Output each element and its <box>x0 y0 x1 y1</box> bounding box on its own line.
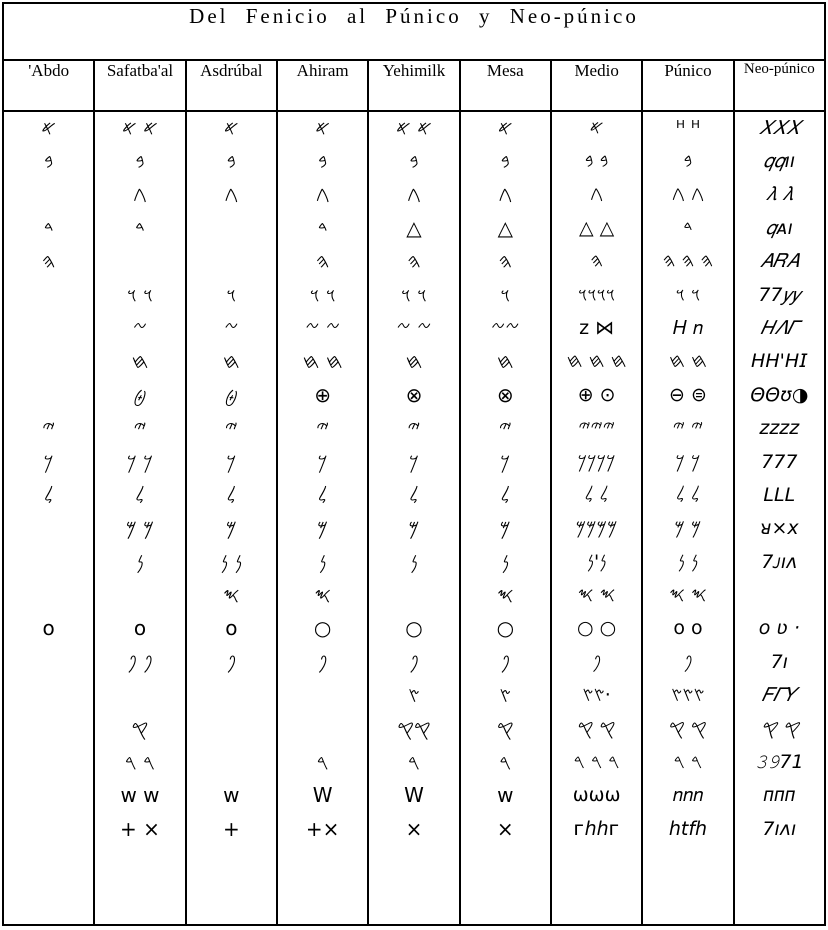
glyph-cell-safatbaal-teth: 𐤈 <box>133 382 147 407</box>
glyph-cell-abdo-ayin: o <box>42 616 55 641</box>
glyph-cell-neopunico-zayin: 𝐻𝛬𝛤 <box>760 316 799 339</box>
glyph-cell-punico-taw: 𝘩𝘵𝘧𝘩 <box>668 817 708 840</box>
glyph-cell-mesa-shin: w <box>497 783 514 808</box>
glyph-cell-ahiram-sade <box>278 679 367 712</box>
glyph-cell-medio-he: 𐤄 <box>590 250 604 273</box>
glyph-cell-abdo-lamed: 𐤋 <box>43 482 54 507</box>
glyph-cell-medio-taw: ᴦ𝘩𝘩ᴦ <box>573 817 620 840</box>
glyph-cell-neopunico-waw: 77𝑦𝑦 <box>758 283 801 306</box>
glyph-column-neopunico <box>735 112 824 847</box>
glyph-cell-ahiram-gimel: 𐤂 <box>315 182 330 207</box>
glyph-cell-punico-mem: 𐤌 𐤌 <box>674 517 702 540</box>
glyph-cell-punico-kaph: 𐤊 𐤊 <box>675 450 701 473</box>
glyph-cell-neopunico-teth: ΘΘʊ◑ <box>750 383 809 406</box>
glyph-cell-abdo-resh <box>4 746 93 779</box>
glyph-cell-neopunico-yod: ᴢᴢᴢᴢ <box>759 417 800 440</box>
glyph-cell-ahiram-lamed: 𐤋 <box>317 482 328 507</box>
glyph-cell-medio-daleth: △ △ <box>579 216 615 239</box>
glyph-cell-medio-nun: 𐤍'𐤍 <box>586 550 607 573</box>
glyph-cell-medio-lamed: 𐤋 𐤋 <box>584 483 609 506</box>
glyph-cell-ahiram-qoph <box>278 713 367 746</box>
glyph-cell-yehimilk-aleph: 𐤀 𐤀 <box>395 115 432 140</box>
glyph-cell-mesa-kaph: 𐤊 <box>500 449 511 474</box>
glyph-cell-asdrubal-ayin: o <box>225 616 238 641</box>
glyph-column-medio <box>552 112 641 847</box>
column-body-ahiram <box>277 111 368 925</box>
glyph-cell-punico-waw: 𐤅 𐤅 <box>675 283 701 306</box>
glyph-cell-medio-ayin: ○ ○ <box>577 617 617 640</box>
glyph-cell-ahiram-mem: 𐤌 <box>317 516 329 541</box>
glyph-cell-ahiram-yod: 𐤉 <box>316 416 330 441</box>
glyph-cell-abdo-taw <box>4 813 93 846</box>
glyph-cell-mesa-mem: 𐤌 <box>499 516 511 541</box>
glyph-cell-yehimilk-lamed: 𐤋 <box>409 482 419 507</box>
glyph-cell-mesa-aleph: 𐤀 <box>497 115 513 140</box>
glyph-cell-punico-zayin: 𝐻 𝑛 <box>672 316 703 339</box>
glyph-cell-abdo-waw <box>4 279 93 312</box>
glyph-cell-punico-ayin: o o <box>673 617 703 640</box>
glyph-cell-mesa-gimel: 𐤂 <box>498 182 513 207</box>
column-header-safatbaal: Safatba'al <box>94 60 185 111</box>
glyph-body-row <box>3 111 825 925</box>
glyph-cell-asdrubal-resh <box>187 746 276 779</box>
glyph-cell-asdrubal-lamed: 𐤋 <box>226 482 237 507</box>
glyph-cell-punico-beth: 𐤁 <box>683 150 693 173</box>
glyph-cell-asdrubal-shin: w <box>223 783 240 808</box>
glyph-cell-abdo-nun <box>4 546 93 579</box>
glyph-cell-safatbaal-lamed: 𐤋 <box>135 482 145 507</box>
glyph-cell-asdrubal-nun: 𐤍 𐤍 <box>220 549 243 574</box>
glyph-cell-neopunico-pe: 7ı <box>770 650 788 673</box>
glyph-cell-mesa-daleth: △ <box>497 215 513 240</box>
glyph-cell-medio-resh: 𐤓 𐤓 𐤓 <box>573 751 620 774</box>
column-body-asdrubal <box>186 111 277 925</box>
column-body-abdo <box>3 111 94 925</box>
glyph-cell-safatbaal-kaph: 𐤊 𐤊 <box>126 449 154 474</box>
glyph-cell-asdrubal-gimel: 𐤂 <box>224 182 239 207</box>
glyph-cell-safatbaal-waw: 𐤅 𐤅 <box>127 282 153 307</box>
glyph-cell-medio-waw: 𐤅𐤅𐤅𐤅 <box>578 283 616 306</box>
glyph-cell-safatbaal-he <box>95 245 184 278</box>
glyph-cell-abdo-samekh <box>4 579 93 612</box>
glyph-cell-asdrubal-samekh: 𐤎 <box>223 583 240 608</box>
glyph-cell-mesa-yod: 𐤉 <box>498 416 512 441</box>
glyph-cell-safatbaal-sade <box>95 679 184 712</box>
glyph-cell-abdo-mem <box>4 512 93 545</box>
glyph-cell-yehimilk-daleth: △ <box>406 215 422 240</box>
header-row <box>3 60 825 111</box>
glyph-cell-punico-daleth: 𐤃 <box>683 216 693 239</box>
glyph-cell-neopunico-gimel: 𝜆 𝜆 <box>765 183 793 206</box>
glyph-column-abdo <box>4 112 93 847</box>
glyph-cell-medio-kaph: 𐤊𐤊𐤊𐤊 <box>577 450 616 473</box>
glyph-cell-abdo-aleph: 𐤀 <box>41 115 57 140</box>
glyph-cell-yehimilk-beth: 𐤁 <box>409 149 419 174</box>
glyph-cell-ahiram-waw: 𐤅 𐤅 <box>309 282 336 307</box>
glyph-cell-safatbaal-taw: + × <box>120 816 160 841</box>
glyph-cell-punico-shin: 𝑛𝑛𝑛 <box>672 784 704 807</box>
glyph-column-punico <box>643 112 732 847</box>
glyph-cell-punico-teth: ⊖ ⊜ <box>669 383 707 406</box>
glyph-cell-asdrubal-sade <box>187 679 276 712</box>
glyph-column-mesa <box>461 112 550 847</box>
column-body-safatbaal <box>94 111 185 925</box>
glyph-cell-safatbaal-mem: 𐤌 𐤌 <box>125 516 155 541</box>
glyph-cell-yehimilk-yod: 𐤉 <box>407 416 421 441</box>
glyph-cell-asdrubal-taw: + <box>222 816 240 841</box>
column-header-yehimilk: Yehimilk <box>368 60 459 111</box>
glyph-cell-yehimilk-qoph: 𐤒𐤒 <box>397 716 431 741</box>
glyph-cell-medio-shin: ѡѡѡ <box>572 784 621 807</box>
glyph-cell-safatbaal-samekh <box>95 579 184 612</box>
glyph-cell-yehimilk-mem: 𐤌 <box>408 516 420 541</box>
glyph-cell-safatbaal-beth: 𐤁 <box>135 149 145 174</box>
glyph-cell-asdrubal-yod: 𐤉 <box>224 416 238 441</box>
glyph-cell-punico-nun: 𐤍 𐤍 <box>677 550 699 573</box>
glyph-cell-asdrubal-beth: 𐤁 <box>226 149 236 174</box>
glyph-cell-ahiram-aleph: 𐤀 <box>315 115 331 140</box>
glyph-cell-asdrubal-zayin: 𐤆 <box>224 315 239 340</box>
glyph-cell-asdrubal-heth: 𐤇 <box>222 349 240 374</box>
glyph-cell-abdo-sade <box>4 679 93 712</box>
glyph-cell-ahiram-he: 𐤄 <box>315 249 330 274</box>
glyph-cell-ahiram-ayin: ○ <box>313 616 332 641</box>
glyph-cell-medio-sade: 𐤑𐤑· <box>582 684 611 707</box>
glyph-cell-mesa-teth: ⊗ <box>496 382 514 407</box>
glyph-cell-yehimilk-shin: W <box>404 783 424 808</box>
glyph-cell-safatbaal-yod: 𐤉 <box>133 416 147 441</box>
glyph-cell-ahiram-pe: 𐤐 <box>317 649 328 674</box>
glyph-cell-medio-beth: 𐤁 𐤁 <box>584 150 609 173</box>
glyph-cell-punico-resh: 𐤓 𐤓 <box>673 751 703 774</box>
glyph-cell-abdo-teth <box>4 379 93 412</box>
glyph-cell-ahiram-kaph: 𐤊 <box>317 449 328 474</box>
glyph-cell-asdrubal-mem: 𐤌 <box>225 516 237 541</box>
glyph-cell-neopunico-beth: 𝑞𝑞ıı <box>763 150 796 173</box>
title-row <box>3 3 825 60</box>
glyph-cell-ahiram-nun: 𐤍 <box>318 549 327 574</box>
glyph-cell-punico-pe: 𐤐 <box>683 650 693 673</box>
glyph-cell-safatbaal-zayin: 𐤆 <box>132 315 148 340</box>
glyph-cell-mesa-lamed: 𐤋 <box>500 482 511 507</box>
glyph-cell-abdo-pe <box>4 646 93 679</box>
column-header-abdo: 'Abdo <box>3 60 94 111</box>
glyph-cell-punico-samekh: 𐤎 𐤎 <box>669 584 707 607</box>
glyph-cell-neopunico-sade: 𝐹𝛤𝑌 <box>761 684 798 707</box>
glyph-cell-ahiram-resh: 𐤓 <box>316 750 329 775</box>
glyph-cell-safatbaal-pe: 𐤐 𐤐 <box>127 649 153 674</box>
glyph-cell-neopunico-shin: ᴨᴨᴨ <box>763 784 796 807</box>
glyph-cell-medio-samekh: 𐤎 𐤎 <box>577 584 616 607</box>
glyph-cell-abdo-kaph: 𐤊 <box>43 449 54 474</box>
glyph-cell-safatbaal-aleph: 𐤀 𐤀 <box>121 115 159 140</box>
glyph-cell-ahiram-daleth: 𐤃 <box>317 215 328 240</box>
glyph-cell-punico-qoph: 𐤒 𐤒 <box>669 717 707 740</box>
column-header-neopunico: Neo-púnico <box>734 60 825 111</box>
glyph-cell-neopunico-ayin: o ʋ · <box>758 617 800 640</box>
glyph-cell-medio-zayin: z ⋈ <box>579 316 615 339</box>
glyph-cell-yehimilk-ayin: ○ <box>405 616 423 641</box>
glyph-cell-medio-teth: ⊕ ⊙ <box>577 383 616 406</box>
glyph-cell-asdrubal-waw: 𐤅 <box>226 282 237 307</box>
glyph-cell-mesa-waw: 𐤅 <box>500 282 511 307</box>
glyph-cell-asdrubal-pe: 𐤐 <box>226 649 237 674</box>
glyph-cell-yehimilk-samekh <box>369 579 458 612</box>
glyph-cell-safatbaal-daleth: 𐤃 <box>135 215 145 240</box>
glyph-cell-punico-heth: 𐤇 𐤇 <box>668 350 707 373</box>
phoenician-alphabet-chart <box>0 2 828 930</box>
glyph-cell-mesa-taw: × <box>496 816 514 841</box>
glyph-cell-medio-heth: 𐤇 𐤇 𐤇 <box>566 350 627 373</box>
glyph-cell-asdrubal-teth: 𐤈 <box>224 382 238 407</box>
glyph-cell-punico-he: 𐤄 𐤄 𐤄 <box>662 250 714 273</box>
column-body-medio <box>551 111 642 925</box>
glyph-cell-neopunico-heth: 𝘏𝘏'𝘏𝘐 <box>751 350 808 373</box>
glyph-cell-ahiram-zayin: 𐤆 𐤆 <box>305 315 341 340</box>
glyph-cell-punico-lamed: 𐤋 𐤋 <box>675 483 700 506</box>
glyph-cell-mesa-heth: 𐤇 <box>496 349 514 374</box>
alphabet-table <box>2 2 826 926</box>
glyph-cell-yehimilk-sade: 𐤑 <box>408 683 420 708</box>
glyph-cell-safatbaal-heth: 𐤇 <box>131 349 149 374</box>
glyph-cell-yehimilk-teth: ⊗ <box>405 382 423 407</box>
glyph-cell-punico-gimel: 𐤂 𐤂 <box>671 183 705 206</box>
glyph-cell-punico-sade: 𐤑𐤑𐤑 <box>671 684 705 707</box>
glyph-cell-yehimilk-kaph: 𐤊 <box>408 449 419 474</box>
glyph-cell-asdrubal-aleph: 𐤀 <box>223 115 239 140</box>
glyph-cell-medio-aleph: 𐤀 <box>589 116 604 139</box>
glyph-cell-safatbaal-ayin: o <box>133 616 147 641</box>
glyph-cell-asdrubal-kaph: 𐤊 <box>226 449 237 474</box>
column-header-medio: Medio <box>551 60 642 111</box>
glyph-cell-abdo-heth <box>4 345 93 378</box>
glyph-cell-mesa-he: 𐤄 <box>498 249 513 274</box>
glyph-cell-abdo-he: 𐤄 <box>41 249 56 274</box>
glyph-cell-safatbaal-gimel: 𐤂 <box>133 182 147 207</box>
glyph-cell-abdo-qoph <box>4 713 93 746</box>
column-header-punico: Púnico <box>642 60 733 111</box>
glyph-column-yehimilk <box>369 112 458 847</box>
glyph-cell-yehimilk-waw: 𐤅 𐤅 <box>401 282 427 307</box>
glyph-cell-yehimilk-nun: 𐤍 <box>410 549 418 574</box>
column-body-mesa <box>460 111 551 925</box>
column-body-yehimilk <box>368 111 459 925</box>
glyph-cell-neopunico-mem: ᴚ×𝘹 <box>760 517 799 540</box>
glyph-cell-neopunico-he: 𝐴𝑅𝐴 <box>759 250 799 273</box>
column-header-mesa: Mesa <box>460 60 551 111</box>
glyph-cell-abdo-zayin <box>4 312 93 345</box>
glyph-cell-asdrubal-daleth <box>187 212 276 245</box>
glyph-cell-neopunico-aleph: 𝑋𝑋𝑋 <box>758 116 800 139</box>
glyph-cell-neopunico-resh: 𝟹𝟿71 <box>755 751 804 774</box>
glyph-cell-abdo-beth: 𐤁 <box>44 149 54 174</box>
glyph-cell-mesa-zayin: 𐤆𐤆 <box>491 315 520 340</box>
glyph-cell-punico-aleph: ᴴ ᴴ <box>675 116 700 139</box>
glyph-cell-mesa-pe: 𐤐 <box>500 649 511 674</box>
glyph-cell-neopunico-taw: 7ıᴧı <box>762 817 797 840</box>
glyph-cell-ahiram-samekh: 𐤎 <box>314 583 331 608</box>
glyph-cell-ahiram-shin: W <box>312 783 333 808</box>
title-text: Del Fenicio al Púnico y Neo-púnico <box>189 4 639 28</box>
glyph-cell-yehimilk-pe: 𐤐 <box>409 649 419 674</box>
glyph-cell-ahiram-teth: ⊕ <box>314 382 332 407</box>
glyph-cell-mesa-qoph: 𐤒 <box>496 716 514 741</box>
glyph-cell-neopunico-lamed: 𝘓𝘓𝘓 <box>763 483 796 506</box>
glyph-cell-yehimilk-heth: 𐤇 <box>405 349 423 374</box>
glyph-cell-yehimilk-gimel: 𐤂 <box>407 182 421 207</box>
glyph-cell-abdo-shin <box>4 779 93 812</box>
glyph-cell-medio-gimel: 𐤂 <box>590 183 604 206</box>
glyph-cell-yehimilk-resh: 𐤓 <box>408 750 420 775</box>
glyph-cell-medio-mem: 𐤌𐤌𐤌𐤌 <box>575 517 618 540</box>
glyph-cell-asdrubal-qoph <box>187 713 276 746</box>
glyph-cell-neopunico-samekh <box>735 579 824 612</box>
glyph-cell-yehimilk-zayin: 𐤆 𐤆 <box>396 315 432 340</box>
glyph-column-asdrubal <box>187 112 276 847</box>
glyph-cell-mesa-beth: 𐤁 <box>500 149 510 174</box>
column-body-neopunico <box>734 111 825 925</box>
glyph-cell-safatbaal-resh: 𐤓 𐤓 <box>124 750 156 775</box>
glyph-cell-abdo-daleth: 𐤃 <box>43 215 54 240</box>
glyph-cell-safatbaal-qoph: 𐤒 <box>131 716 149 741</box>
glyph-cell-yehimilk-he: 𐤄 <box>407 249 421 274</box>
glyph-cell-punico-yod: 𐤉 𐤉 <box>672 417 704 440</box>
glyph-cell-neopunico-qoph: 𐤒 𐤒 <box>760 717 799 740</box>
glyph-cell-abdo-gimel <box>4 178 93 211</box>
glyph-cell-neopunico-kaph: 777 <box>761 450 798 473</box>
column-header-ahiram: Ahiram <box>277 60 368 111</box>
glyph-cell-yehimilk-taw: × <box>405 816 423 841</box>
column-body-punico <box>642 111 733 925</box>
page-title <box>3 3 825 60</box>
glyph-cell-mesa-nun: 𐤍 <box>501 549 510 574</box>
glyph-column-ahiram <box>278 112 367 847</box>
glyph-cell-mesa-samekh: 𐤎 <box>496 583 514 608</box>
glyph-cell-asdrubal-he <box>187 245 276 278</box>
glyph-cell-safatbaal-shin: w w <box>120 783 160 808</box>
glyph-column-safatbaal <box>95 112 184 847</box>
glyph-cell-medio-pe: 𐤐 <box>592 650 602 673</box>
glyph-cell-ahiram-heth: 𐤇 𐤇 <box>302 349 343 374</box>
glyph-cell-ahiram-taw: +× <box>305 816 340 841</box>
glyph-cell-safatbaal-nun: 𐤍 <box>136 549 144 574</box>
glyph-cell-medio-yod: 𐤉𐤉𐤉 <box>578 417 615 440</box>
column-header-asdrubal: Asdrúbal <box>186 60 277 111</box>
glyph-cell-neopunico-nun: 7ᴊıᴧ <box>761 550 798 573</box>
glyph-cell-ahiram-beth: 𐤁 <box>318 149 328 174</box>
glyph-cell-abdo-yod: 𐤉 <box>42 416 56 441</box>
glyph-cell-mesa-sade: 𐤑 <box>499 683 512 708</box>
glyph-cell-neopunico-daleth: 𝑞ᴀı <box>765 216 793 239</box>
glyph-cell-mesa-ayin: ○ <box>496 616 515 641</box>
glyph-cell-medio-qoph: 𐤒 𐤒 <box>577 717 616 740</box>
glyph-cell-mesa-resh: 𐤓 <box>499 750 512 775</box>
